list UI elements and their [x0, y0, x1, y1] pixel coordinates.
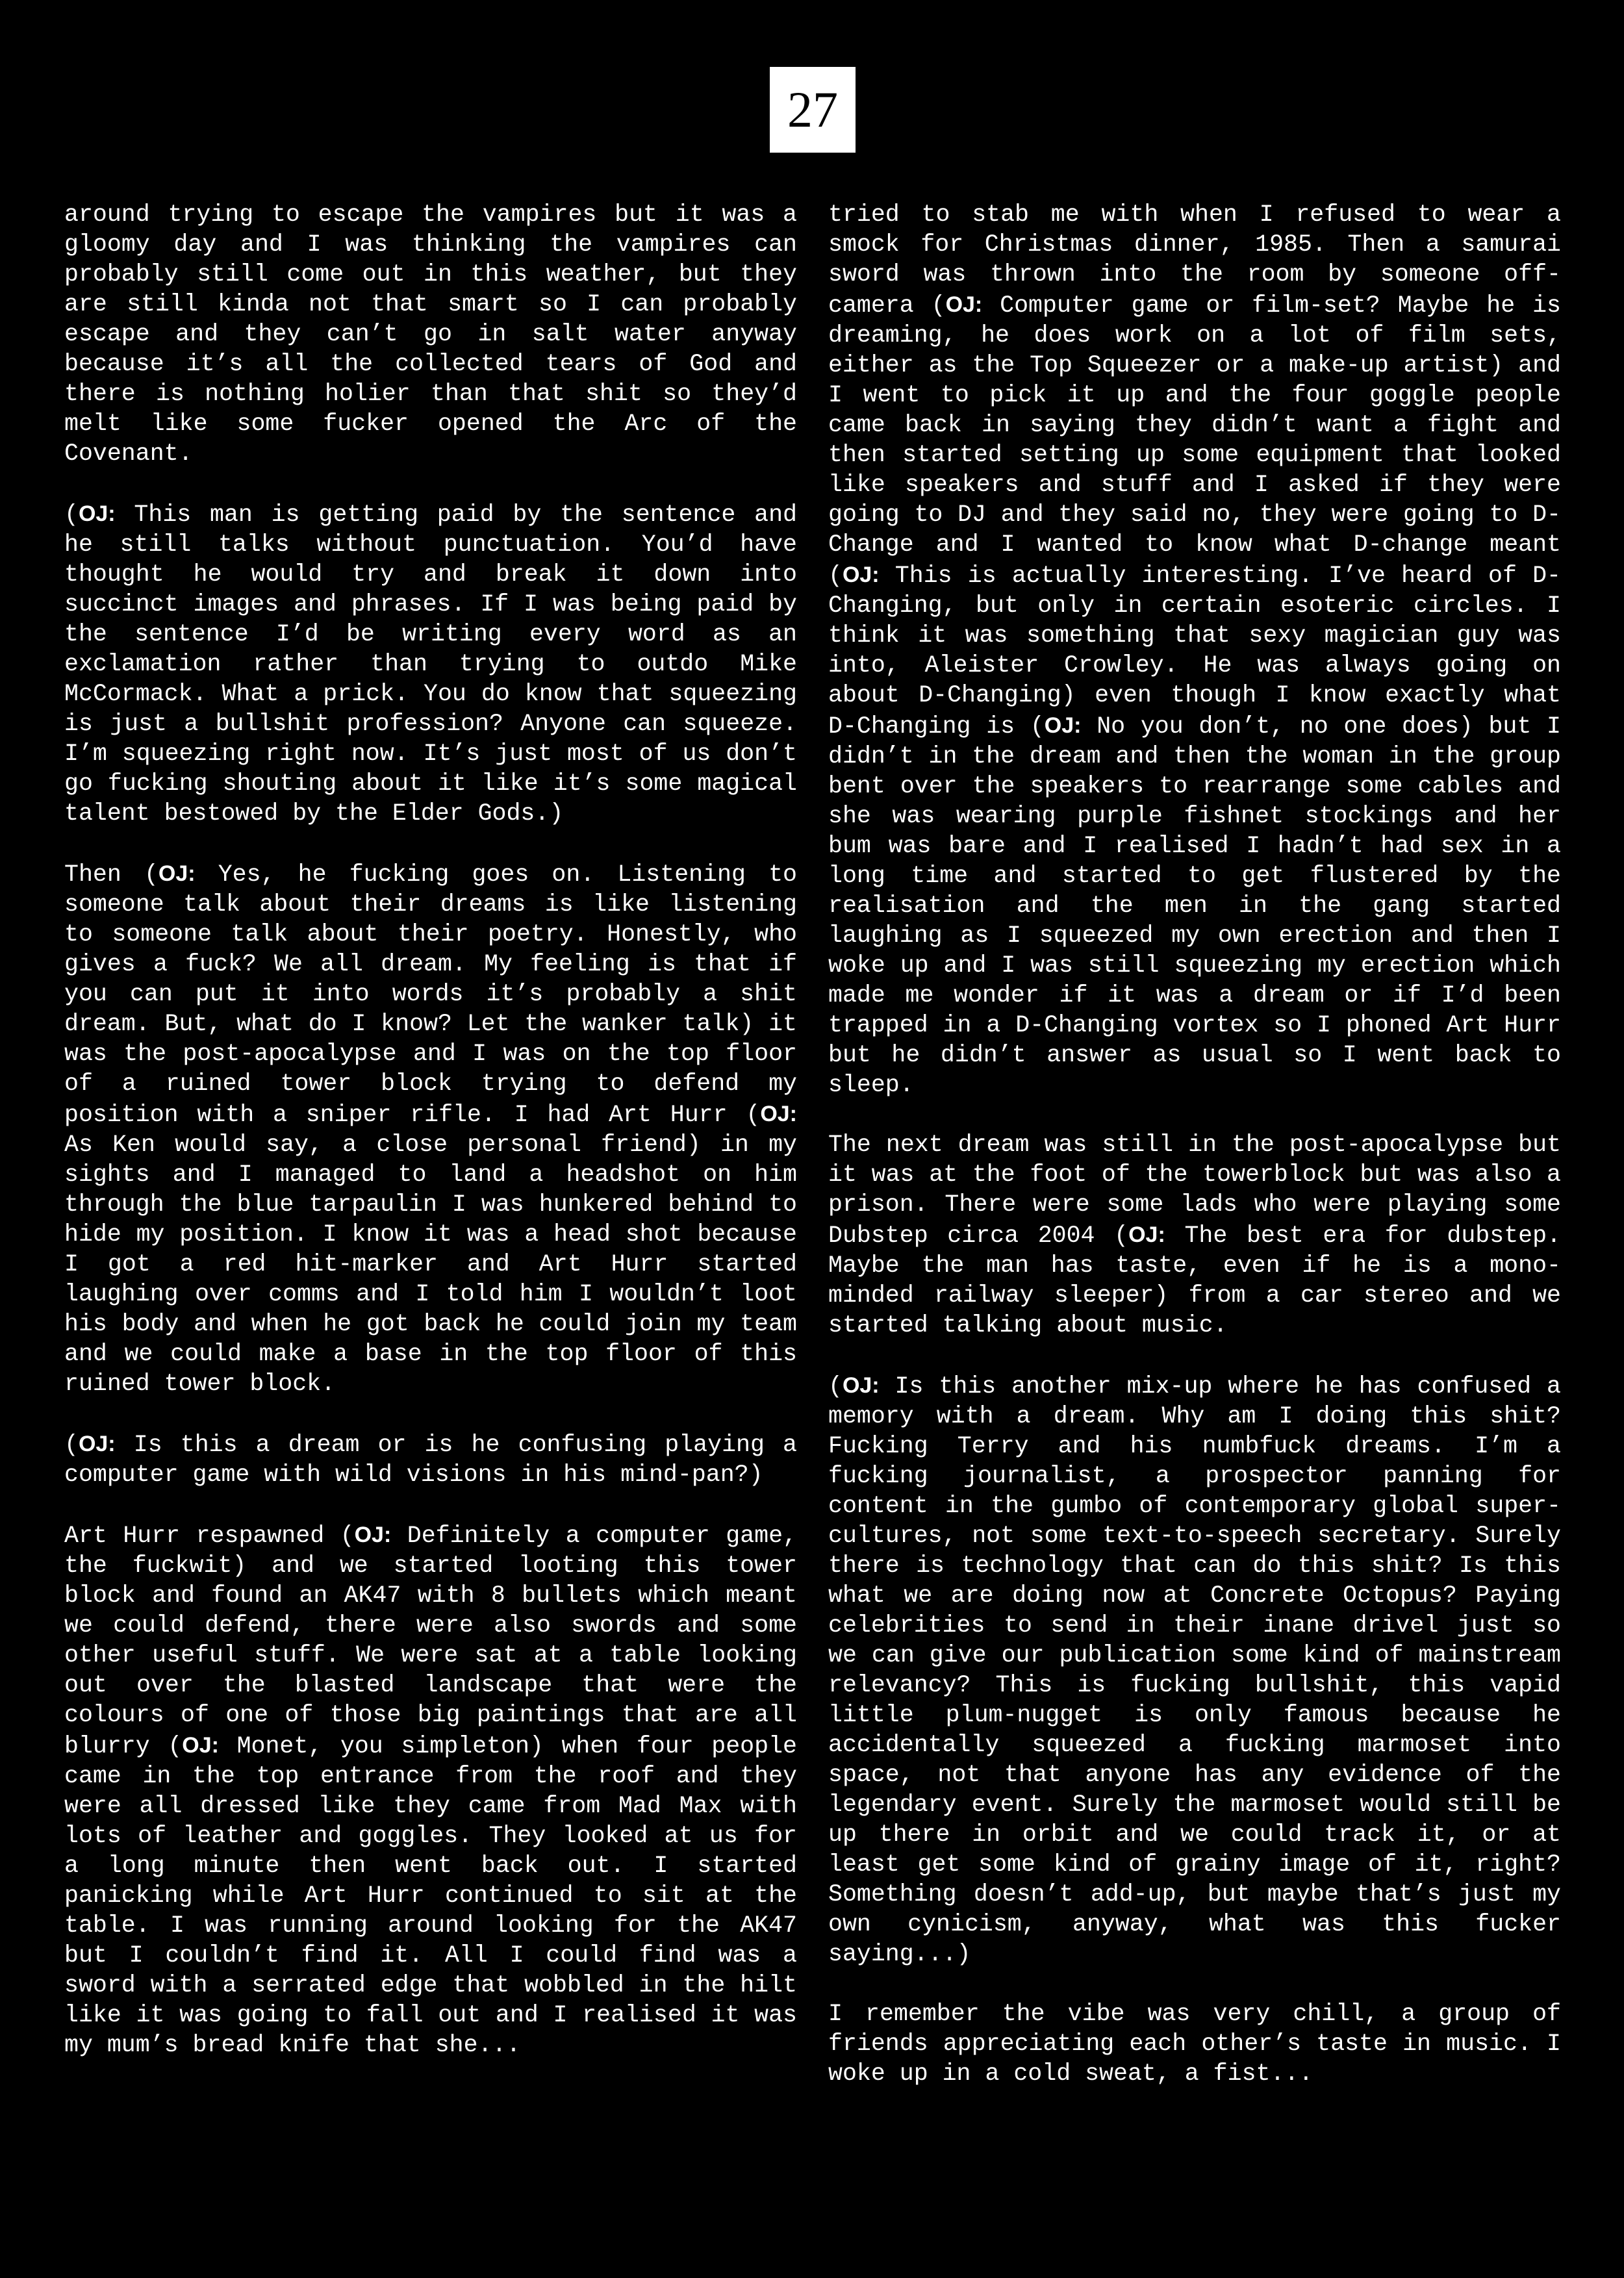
left-column-paragraph: [64, 499, 797, 829]
oj-speaker-tag: OJ:: [842, 1373, 880, 1398]
oj-speaker-tag: OJ:: [354, 1523, 392, 1547]
paragraph-text-segment: (: [64, 501, 79, 528]
oj-speaker-tag: OJ:: [158, 861, 196, 886]
oj-speaker-tag: OJ:: [78, 501, 116, 526]
paragraph-text-segment: Monet, you simpleton) when four people came in the top entrance from the roof and they were all dressed like they came from Mad Max with lots of leather and goggles. They looked at us for a long minute then went back out. I started panicking while Art Hurr continued to sit at the table. I was running around looking for the AK47 but I couldn’t find it. All I could find was a sword with a serrated edge that wobbled in the hilt like it was going to fall out and I realised it was my mum’s bread knife that she...: [64, 1733, 797, 2058]
right-column-paragraph: [828, 1371, 1561, 1969]
left-column-paragraph: [64, 1520, 797, 2060]
oj-speaker-tag: OJ:: [842, 563, 880, 587]
paragraph-text-segment: tried to stab me with when I refused to wear a smock for Christmas dinner, 1985. Then a samurai sword was thrown into the room by someone off-camera (: [828, 201, 1561, 319]
paragraph-text-segment: (: [64, 1432, 79, 1458]
paragraph-text-segment: Is this another mix-up where he has confused a memory with a dream. Why am I doing this shit? Fucking Terry and his numbfuck dreams. I’m a fucking journalist, a prospector panning for content in the gumbo of contemporary global super-cultures, not some text-to-speech secretary. Surely there is technology that can do this shit? Is this what we are doing now at Concrete Octopus? Paying celebrities to send in their inane drivel just so we can give our publication some kind of mainstream relevancy? This is fucking bullshit, this vapid little plum-nugget is only famous because he accidentally squeezed a fucking marmoset into space, not that anyone has any evidence of the legendary event. Surely the marmoset would still be up there in orbit and we could track it, or at least get some kind of grainy image of it, right? Something doesn’t add-up, but maybe that’s just my own cynicism, anyway, what was this fucker saying...): [828, 1373, 1561, 1968]
paragraph-text-segment: No you don’t, no one does) but I didn’t in the dream and then the woman in the group bent over the speakers to rearrange some cables and she was wearing purple fishnet stockings and her bum was bare and I realised I hadn’t had sex in a long time and started to get flustered by the realisation and the men in the gang started laughing as I squeezed my own erection and then I woke up and I was still squeezing my erection which made me wonder if it was a dream or if I’d been trapped in a D-Changing vortex so I phoned Art Hurr but he didn’t answer as usual so I went back to sleep.: [828, 713, 1561, 1098]
paragraph-text-segment: As Ken would say, a close personal friend) in my sights and I managed to land a headshot on him through the blue tarpaulin I was hunkered behind to hide my position. I know it was a head shot because I got a red hit-marker and Art Hurr started laughing over comms and I told him I wouldn’t loot his body and when he got back he could join my team and we could make a base in the top floor of this ruined tower block.: [64, 1132, 797, 1397]
paragraph-text-segment: Computer game or film-set? Maybe he is dreaming, he does work on a lot of film sets, either as the Top Squeezer or a make-up artist) and I went to pick it up and the four goggle people came back in saying they didn’t want a fight and then started setting up some equipment that looked like speakers and stuff and I asked if they were going to DJ and they said no, they were going to D-Change and I wanted to know what D-change meant (: [828, 292, 1561, 589]
paragraph-text-segment: I remember the vibe was very chill, a group of friends appreciating each other’s taste in music. I woke up in a cold sweat, a fist...: [828, 2001, 1561, 2087]
oj-speaker-tag: OJ:: [182, 1733, 219, 1758]
left-column-paragraph: [64, 859, 797, 1399]
oj-speaker-tag: OJ:: [945, 292, 983, 317]
oj-speaker-tag: OJ:: [760, 1102, 797, 1126]
left-column-paragraph: [64, 1429, 797, 1490]
paragraph-text-segment: Definitely a computer game, the fuckwit) and we started looting this tower block and found an AK47 with 8 bullets which meant we could defend, there were also swords and some other useful stuff. We were sat at a table looking out over the blasted landscape that were the colours of one of those big paintings that are all blurry (: [64, 1523, 797, 1760]
paragraph-text-segment: (: [828, 1373, 843, 1400]
page-number: 27: [770, 67, 856, 153]
paragraph-text-segment: Then (: [64, 861, 159, 888]
paragraph-text-segment: Art Hurr respawned (: [64, 1523, 355, 1549]
left-text-column: [64, 200, 797, 2090]
oj-speaker-tag: OJ:: [1128, 1222, 1165, 1247]
paragraph-text-segment: This is actually interesting. I’ve heard of D-Changing, but only in certain esoteric circles. I think it was something that sexy magician guy was into, Aleister Crowley. He was always going on about D-Changing) even though I know exactly what D-Changing is (: [828, 563, 1561, 740]
paragraph-text-segment: Yes, he fucking goes on. Listening to someone talk about their dreams is like listening to someone talk about their poetry. Honestly, who gives a fuck? We all dream. My feeling is that if you can put it into words it’s probably a shit dream. But, what do I know? Let the wanker talk) it was the post-apocalypse and I was on the top floor of a ruined tower block trying to defend my position with a sniper rifle. I had Art Hurr (: [64, 861, 797, 1128]
oj-speaker-tag: OJ:: [1044, 713, 1082, 738]
paragraph-text-segment: Is this a dream or is he confusing playing a computer game with wild visions in his mind-pan?): [64, 1432, 797, 1488]
right-column-paragraph: [828, 1999, 1561, 2089]
right-text-column: [828, 200, 1561, 2119]
right-column-paragraph: [828, 1130, 1561, 1341]
oj-speaker-tag: OJ:: [78, 1432, 116, 1456]
paragraph-text-segment: The next dream was still in the post-apocalypse but it was at the foot of the towerblock but was also a prison. There were some lads who were playing some Dubstep circa 2004 (: [828, 1132, 1561, 1249]
paragraph-text-segment: around trying to escape the vampires but it was a gloomy day and I was thinking the vampires can probably still come out in this weather, but they are still kinda not that smart so I can probably escape and they can’t go in salt water anyway because it’s all the collected tears of God and there is nothing holier than that shit so they’d melt like some fucker opened the Arc of the Covenant.: [64, 201, 797, 467]
paragraph-text-segment: The best era for dubstep. Maybe the man has taste, even if he is a mono-minded railway sleeper) from a car stereo and we started talking about music.: [828, 1222, 1561, 1339]
left-column-paragraph: [64, 200, 797, 469]
right-column-paragraph: [828, 200, 1561, 1100]
paragraph-text-segment: This man is getting paid by the sentence and he still talks without punctuation. You’d have thought he would try and break it down into succinct images and phrases. If I was being paid by the sentence I’d be writing every word as an exclamation rather than trying to outdo Mike McCormack. What a prick. You do know that squeezing is just a bullshit profession? Anyone can squeeze. I’m squeezing right now. It’s just most of us don’t go fucking shouting about it like it’s some magical talent bestowed by the Elder Gods.): [64, 501, 797, 827]
